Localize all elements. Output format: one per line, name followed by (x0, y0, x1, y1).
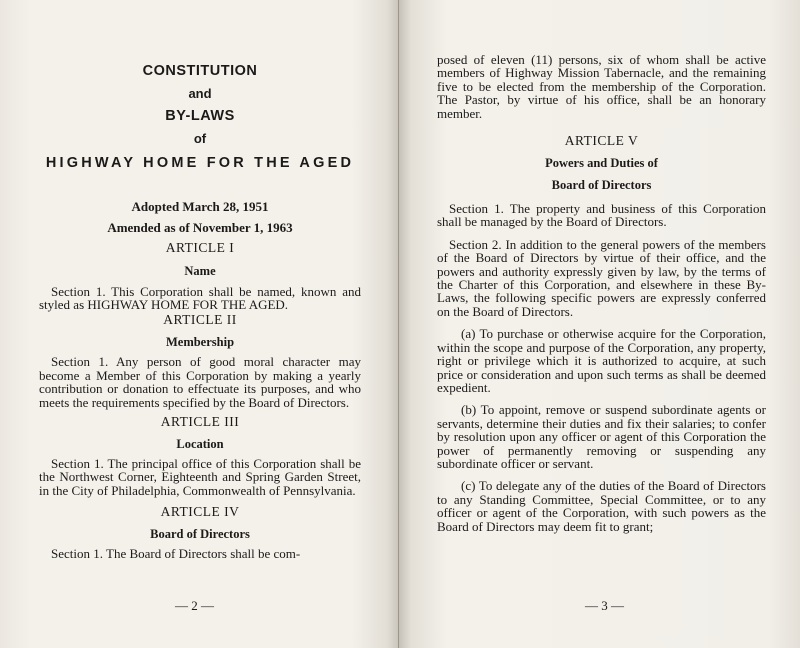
document-title (39, 0, 361, 175)
article-1-heading: Name (184, 263, 216, 278)
left-page (0, 0, 399, 648)
article-5-item-b: (b) To appoint, remove or suspend subordinate agents or servants, determine their duties and fix their salaries; to confer by resolution upon any officer or agent of this Corporation the power of permanently removing or suspending any subordinate officer or servant. (437, 402, 766, 471)
article-4-section-1: Section 1. The Board of Directors shall be com- (51, 546, 301, 562)
article-4-heading: Board of Directors (150, 527, 250, 542)
title-of: of (193, 130, 207, 146)
article-1-title: ARTICLE I (165, 239, 235, 255)
article-4-title: ARTICLE IV (160, 504, 240, 520)
amended-date: Amended as of November 1, 1963 (107, 219, 293, 235)
page-number-2: — 2 — (175, 598, 214, 613)
title-and: and (188, 85, 212, 101)
article-5-section-1: Section 1. The property and business of this Corporation shall be managed by the Board of Directors. (437, 201, 766, 230)
article-5-item-c: (c) To delegate any of the duties of the Board of Directors to any Standing Committee, Special Committee, or to any officer or agent of the Corporation, with such powers as the Board of Directors may deem fit to grant; (437, 478, 766, 534)
adopted-date: Adopted March 28, 1951 (131, 198, 269, 214)
article-5-heading-line-1: Powers and Duties of (545, 156, 658, 171)
article-3-section-1: Section 1. The principal office of this Corporation shall be the Northwest Corner, Eighteenth and Spring Garden Street, in the City of Philadelphia, Commonwealth of Pennsylvania. (39, 455, 361, 498)
article-2-heading: Membership (165, 335, 235, 350)
article-5-heading-line-2: Board of Directors (551, 178, 652, 193)
article-3-title: ARTICLE III (160, 413, 240, 429)
title-bylaws: BY-LAWS (165, 108, 235, 124)
article-5-title: ARTICLE V (564, 133, 639, 149)
right-page (399, 0, 800, 648)
article-5-item-a: (a) To purchase or otherwise acquire for the Corporation, within the scope and purpose of the Corporation, any property, right or privilege which it is authorized to acquire, at such price or consideration and upon such terms as shall be deemed expedient. (437, 326, 766, 395)
article-1-section-1: Section 1. This Corporation shall be named, known and styled as HIGHWAY HOME FOR THE AGED. (39, 283, 361, 312)
title-organization: HIGHWAY HOME FOR THE AGED (45, 155, 355, 171)
article-5-section-2: Section 2. In addition to the general powers of the members of the Board of Directors by virtue of their office, and the powers and authority expressly given by law, by the terms of the Charter of this Corporation, and elsewhere in these By-Laws, the following specific powers are expressly conferred on the Board of Directors. (437, 236, 766, 319)
article-4-continuation: posed of eleven (11) persons, six of whom shall be active members of Highway Mission Tabernacle, and the remaining five to be elected from the membership of the Corporation. The Pastor, by virtue of his office, shall be an honorary member. (437, 52, 766, 121)
article-2-title: ARTICLE II (163, 312, 237, 328)
page-number-3: — 3 — (585, 598, 624, 613)
article-2-section-1: Section 1. Any person of good moral character may become a Member of this Corporation by making a yearly contribution or donation to effectuate its purposes, and who meets the requirements specified by the Board of Directors. (39, 354, 361, 410)
article-3-heading: Location (176, 436, 224, 451)
title-constitution: CONSTITUTION (142, 63, 258, 79)
